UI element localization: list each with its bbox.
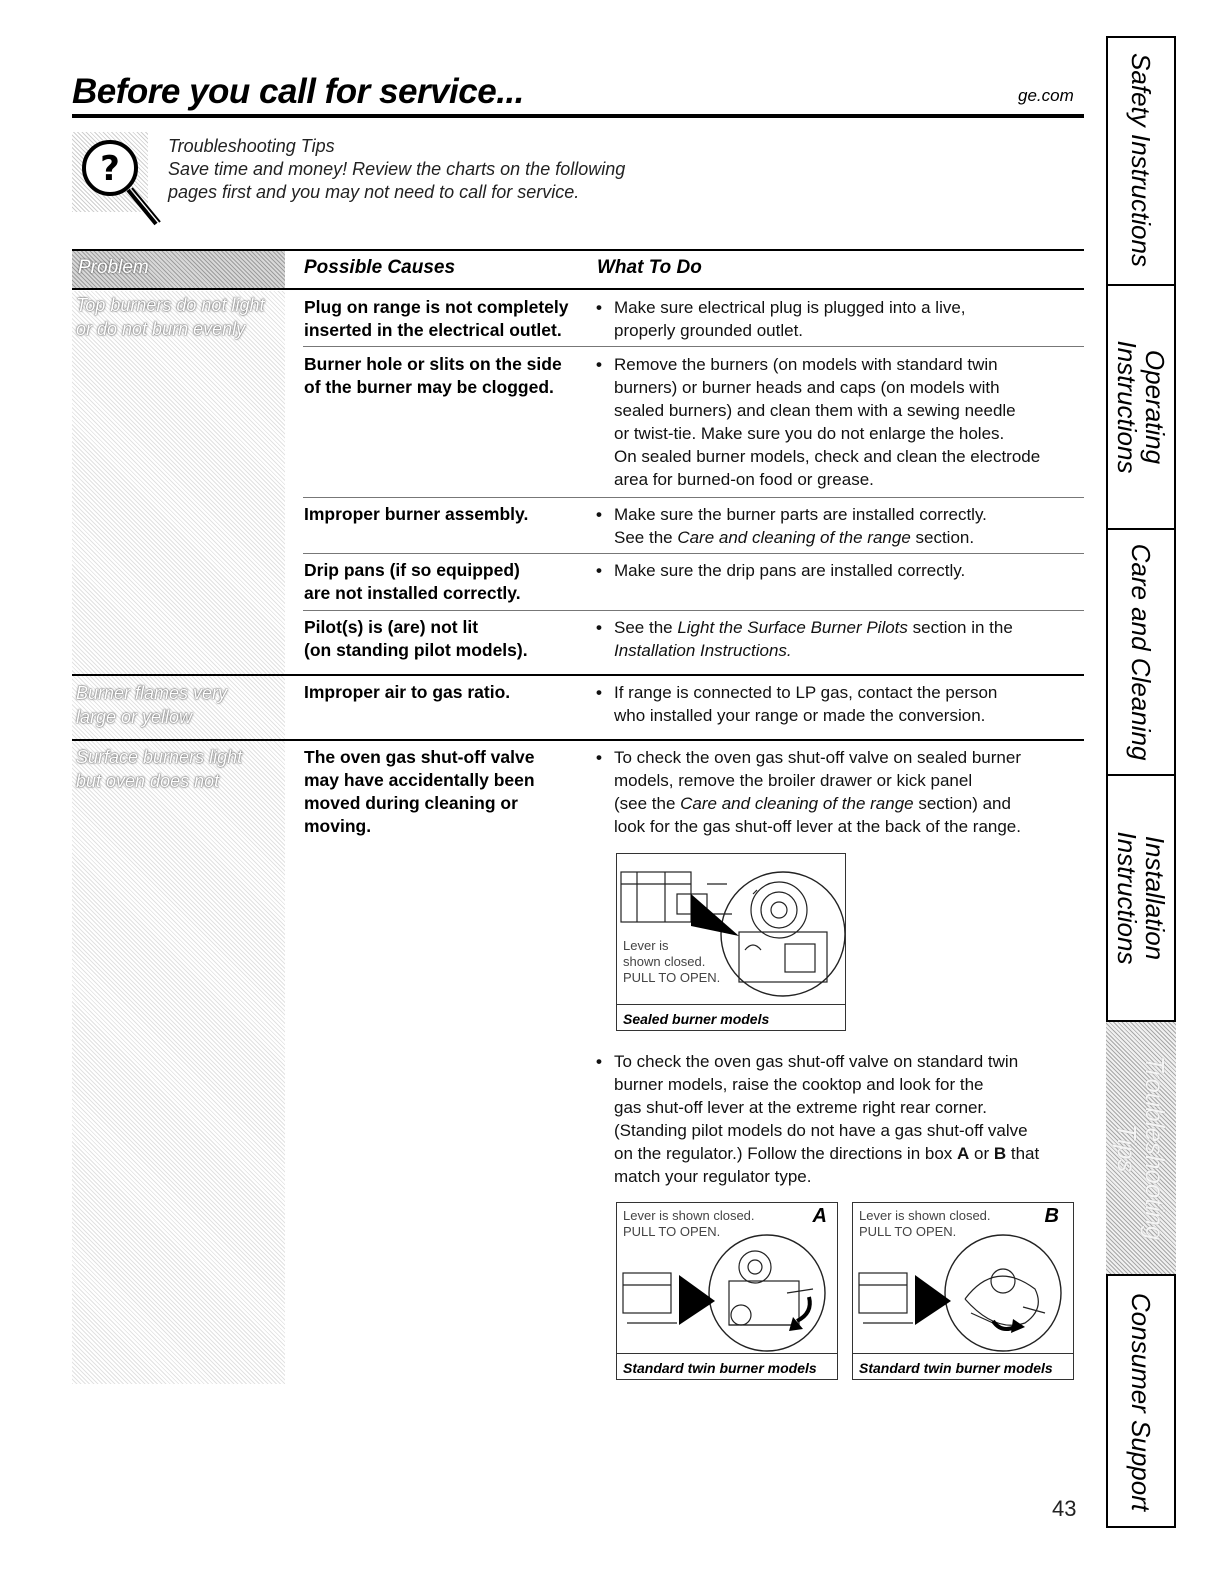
cause-line: inserted in the electrical outlet. xyxy=(304,320,562,340)
note-line: Lever is xyxy=(623,938,669,953)
cause-cell xyxy=(304,353,584,399)
bullet: • xyxy=(596,505,602,524)
todo-line: If range is connected to LP gas, contact the person xyxy=(614,683,998,702)
cause-cell xyxy=(304,681,584,704)
caption-divider xyxy=(853,1353,1073,1354)
text-run: that xyxy=(1006,1144,1040,1163)
todo-line: who installed your range or made the conversion. xyxy=(614,706,986,725)
bullet: • xyxy=(596,1052,602,1071)
tips-line-1: Save time and money! Review the charts on the following xyxy=(168,159,626,179)
cause-cell xyxy=(304,616,584,662)
col-header-problem: Problem xyxy=(72,251,285,289)
tab-label-line: Troubleshooting xyxy=(1140,1055,1170,1241)
bullet: • xyxy=(596,355,602,374)
cause-line: of the burner may be clogged. xyxy=(304,377,554,397)
cause-cell xyxy=(304,503,584,526)
cause-line: Pilot(s) is (are) not lit xyxy=(304,617,479,637)
tab-label-line: Installation xyxy=(1140,835,1170,961)
problem-line: but oven does not xyxy=(76,771,220,791)
tab-label-line: Consumer Support xyxy=(1126,1292,1156,1512)
todo-line: look for the gas shut-off lever at the back of the range. xyxy=(614,817,1021,836)
problem-line: Surface burners light xyxy=(76,747,243,767)
tab-label xyxy=(1113,832,1169,965)
cause-cell xyxy=(304,559,584,605)
col-header-causes: Possible Causes xyxy=(304,257,456,278)
bullet: • xyxy=(596,561,602,580)
figure-caption: Standard twin burner models xyxy=(859,1360,1053,1376)
tab-label-line: Instructions xyxy=(1112,340,1142,474)
problem-line: or do not burn evenly xyxy=(76,319,246,339)
figure-box-b xyxy=(852,1202,1074,1380)
text-run: section) and xyxy=(913,794,1011,813)
site-url[interactable]: ge.com xyxy=(1018,86,1074,105)
page-title: Before you call for service... xyxy=(72,72,524,111)
todo-line xyxy=(598,792,1070,815)
problem-line: Top burners do not light xyxy=(76,295,265,315)
todo-line: (Standing pilot models do not have a gas shut-off valve xyxy=(614,1121,1028,1140)
group-rule xyxy=(72,674,1084,676)
tab-label-line: Safety Instructions xyxy=(1126,53,1156,267)
todo-cell xyxy=(598,296,1070,342)
cause-cell xyxy=(304,746,584,838)
group-rule xyxy=(72,739,1084,741)
page-number: 43 xyxy=(1052,1496,1077,1521)
tips-heading: Troubleshooting Tips xyxy=(168,136,335,156)
todo-line: Make sure the drip pans are installed correctly. xyxy=(614,561,966,580)
text-run: See the xyxy=(614,528,678,547)
bullet: • xyxy=(596,298,602,317)
todo-line: models, remove the broiler drawer or kick panel xyxy=(614,771,973,790)
note-line: Lever is shown closed. xyxy=(623,1208,755,1223)
text-run: section. xyxy=(910,528,975,547)
todo-line xyxy=(598,526,1070,549)
bullet: • xyxy=(596,683,602,702)
problem-line: Burner flames very xyxy=(76,683,228,703)
figure-sealed-burner xyxy=(616,853,846,1031)
text-run: (see the xyxy=(614,794,681,813)
section-reference: Installation Instructions. xyxy=(614,641,792,660)
problem-label xyxy=(76,681,227,729)
figure-caption: Sealed burner models xyxy=(623,1011,770,1027)
todo-line: or twist-tie. Make sure you do not enlarge the holes. xyxy=(614,424,1005,443)
todo-line: burner models, raise the cooktop and look for the xyxy=(614,1075,984,1094)
cause-line: moved during cleaning or xyxy=(304,793,518,813)
tab-label xyxy=(1127,544,1155,761)
header-underline xyxy=(72,288,1084,290)
sealed-figure-note xyxy=(623,938,720,986)
todo-line: gas shut-off lever at the extreme right rear corner. xyxy=(614,1098,987,1117)
caption-divider xyxy=(617,1004,845,1005)
cause-line: Improper air to gas ratio. xyxy=(304,682,511,702)
tips-line-2: pages first and you may not need to call for service. xyxy=(168,182,580,202)
tab-label xyxy=(1127,53,1155,267)
todo-line: Remove the burners (on models with standard twin xyxy=(614,355,998,374)
cause-line: Drip pans (if so equipped) xyxy=(304,560,520,580)
tab-safety-instructions[interactable] xyxy=(1106,36,1176,286)
todo-cell xyxy=(598,681,1070,727)
todo-line: On sealed burner models, check and clean the electrode xyxy=(614,447,1041,466)
todo-line xyxy=(598,616,1070,639)
caption-divider xyxy=(617,1353,837,1354)
todo-line: sealed burners) and clean them with a sewing needle xyxy=(614,401,1016,420)
cause-line: Burner hole or slits on the side xyxy=(304,354,562,374)
row-rule xyxy=(303,553,1084,554)
box-letter: B xyxy=(993,1144,1007,1163)
text-run: or xyxy=(969,1144,994,1163)
tab-label-line: Tips xyxy=(1112,1123,1142,1173)
cause-line: Improper burner assembly. xyxy=(304,504,529,524)
tab-label xyxy=(1113,341,1169,474)
question-magnifier-icon xyxy=(72,132,172,232)
todo-cell xyxy=(598,1050,1070,1188)
tab-label xyxy=(1113,1056,1169,1241)
note-line: PULL TO OPEN. xyxy=(859,1224,957,1239)
todo-cell xyxy=(598,616,1070,662)
todo-line xyxy=(598,1142,1070,1165)
problem-label xyxy=(76,293,264,341)
todo-line: burners) or burner heads and caps (on models with xyxy=(614,378,1000,397)
row-rule xyxy=(303,610,1084,611)
todo-line: area for burned-on food or grease. xyxy=(614,470,874,489)
todo-line: properly grounded outlet. xyxy=(614,321,804,340)
figure-b-note xyxy=(859,1208,991,1240)
tab-operating-instructions[interactable] xyxy=(1106,286,1176,530)
todo-line: To check the oven gas shut-off valve on standard twin xyxy=(614,1052,1019,1071)
tab-label-line: Operating xyxy=(1140,349,1170,465)
figure-box-a xyxy=(616,1202,838,1380)
tab-label-line: Instructions xyxy=(1112,831,1142,965)
text-run: section in the xyxy=(907,618,1013,637)
todo-line: Make sure the burner parts are installed correctly. xyxy=(614,505,987,524)
text-run: on the regulator.) Follow the directions in box xyxy=(614,1144,958,1163)
tab-consumer-support[interactable] xyxy=(1106,1276,1176,1528)
note-line: Lever is shown closed. xyxy=(859,1208,991,1223)
problem-label xyxy=(76,745,242,793)
todo-cell xyxy=(598,559,1070,582)
cause-line: (on standing pilot models). xyxy=(304,640,528,660)
figure-a-note xyxy=(623,1208,755,1240)
todo-line xyxy=(598,639,1070,662)
tab-installation-instructions[interactable] xyxy=(1106,776,1176,1022)
cause-cell xyxy=(304,296,584,342)
section-reference: Care and cleaning of the range xyxy=(680,794,914,813)
todo-line: Make sure electrical plug is plugged into a live, xyxy=(614,298,966,317)
todo-line: To check the oven gas shut-off valve on sealed burner xyxy=(614,748,1021,767)
note-line: PULL TO OPEN. xyxy=(623,970,721,985)
tab-label xyxy=(1127,1293,1155,1511)
troubleshooting-tips xyxy=(168,135,625,204)
row-rule xyxy=(303,497,1084,498)
todo-line: match your regulator type. xyxy=(614,1167,812,1186)
section-reference: Care and cleaning of the range xyxy=(677,528,911,547)
bullet: • xyxy=(596,618,602,637)
problem-column xyxy=(72,291,285,1384)
text-run: See the xyxy=(614,618,678,637)
box-letter-a: A xyxy=(812,1205,827,1227)
svg-text:?: ? xyxy=(100,149,120,189)
problem-line: large or yellow xyxy=(76,707,193,727)
cause-line: Plug on range is not completely xyxy=(304,297,569,317)
figure-caption: Standard twin burner models xyxy=(623,1360,817,1376)
title-rule xyxy=(72,114,1084,118)
tab-troubleshooting-tips[interactable] xyxy=(1106,1022,1176,1276)
cause-line: may have accidentally been xyxy=(304,770,535,790)
section-reference: Light the Surface Burner Pilots xyxy=(677,618,908,637)
box-letter: A xyxy=(957,1144,970,1163)
col-header-todo: What To Do xyxy=(597,257,702,278)
cause-line: moving. xyxy=(304,816,372,836)
todo-cell xyxy=(598,353,1070,491)
todo-cell xyxy=(598,746,1070,838)
note-line: PULL TO OPEN. xyxy=(623,1224,721,1239)
tab-label-line: Care and Cleaning xyxy=(1126,543,1156,761)
tab-care-and-cleaning[interactable] xyxy=(1106,530,1176,776)
row-rule xyxy=(303,346,1084,347)
note-line: shown closed. xyxy=(623,954,706,969)
cause-line: The oven gas shut-off valve xyxy=(304,747,535,767)
bullet: • xyxy=(596,748,602,767)
todo-cell xyxy=(598,503,1070,549)
box-letter-b: B xyxy=(1044,1205,1059,1227)
cause-line: are not installed correctly. xyxy=(304,583,521,603)
